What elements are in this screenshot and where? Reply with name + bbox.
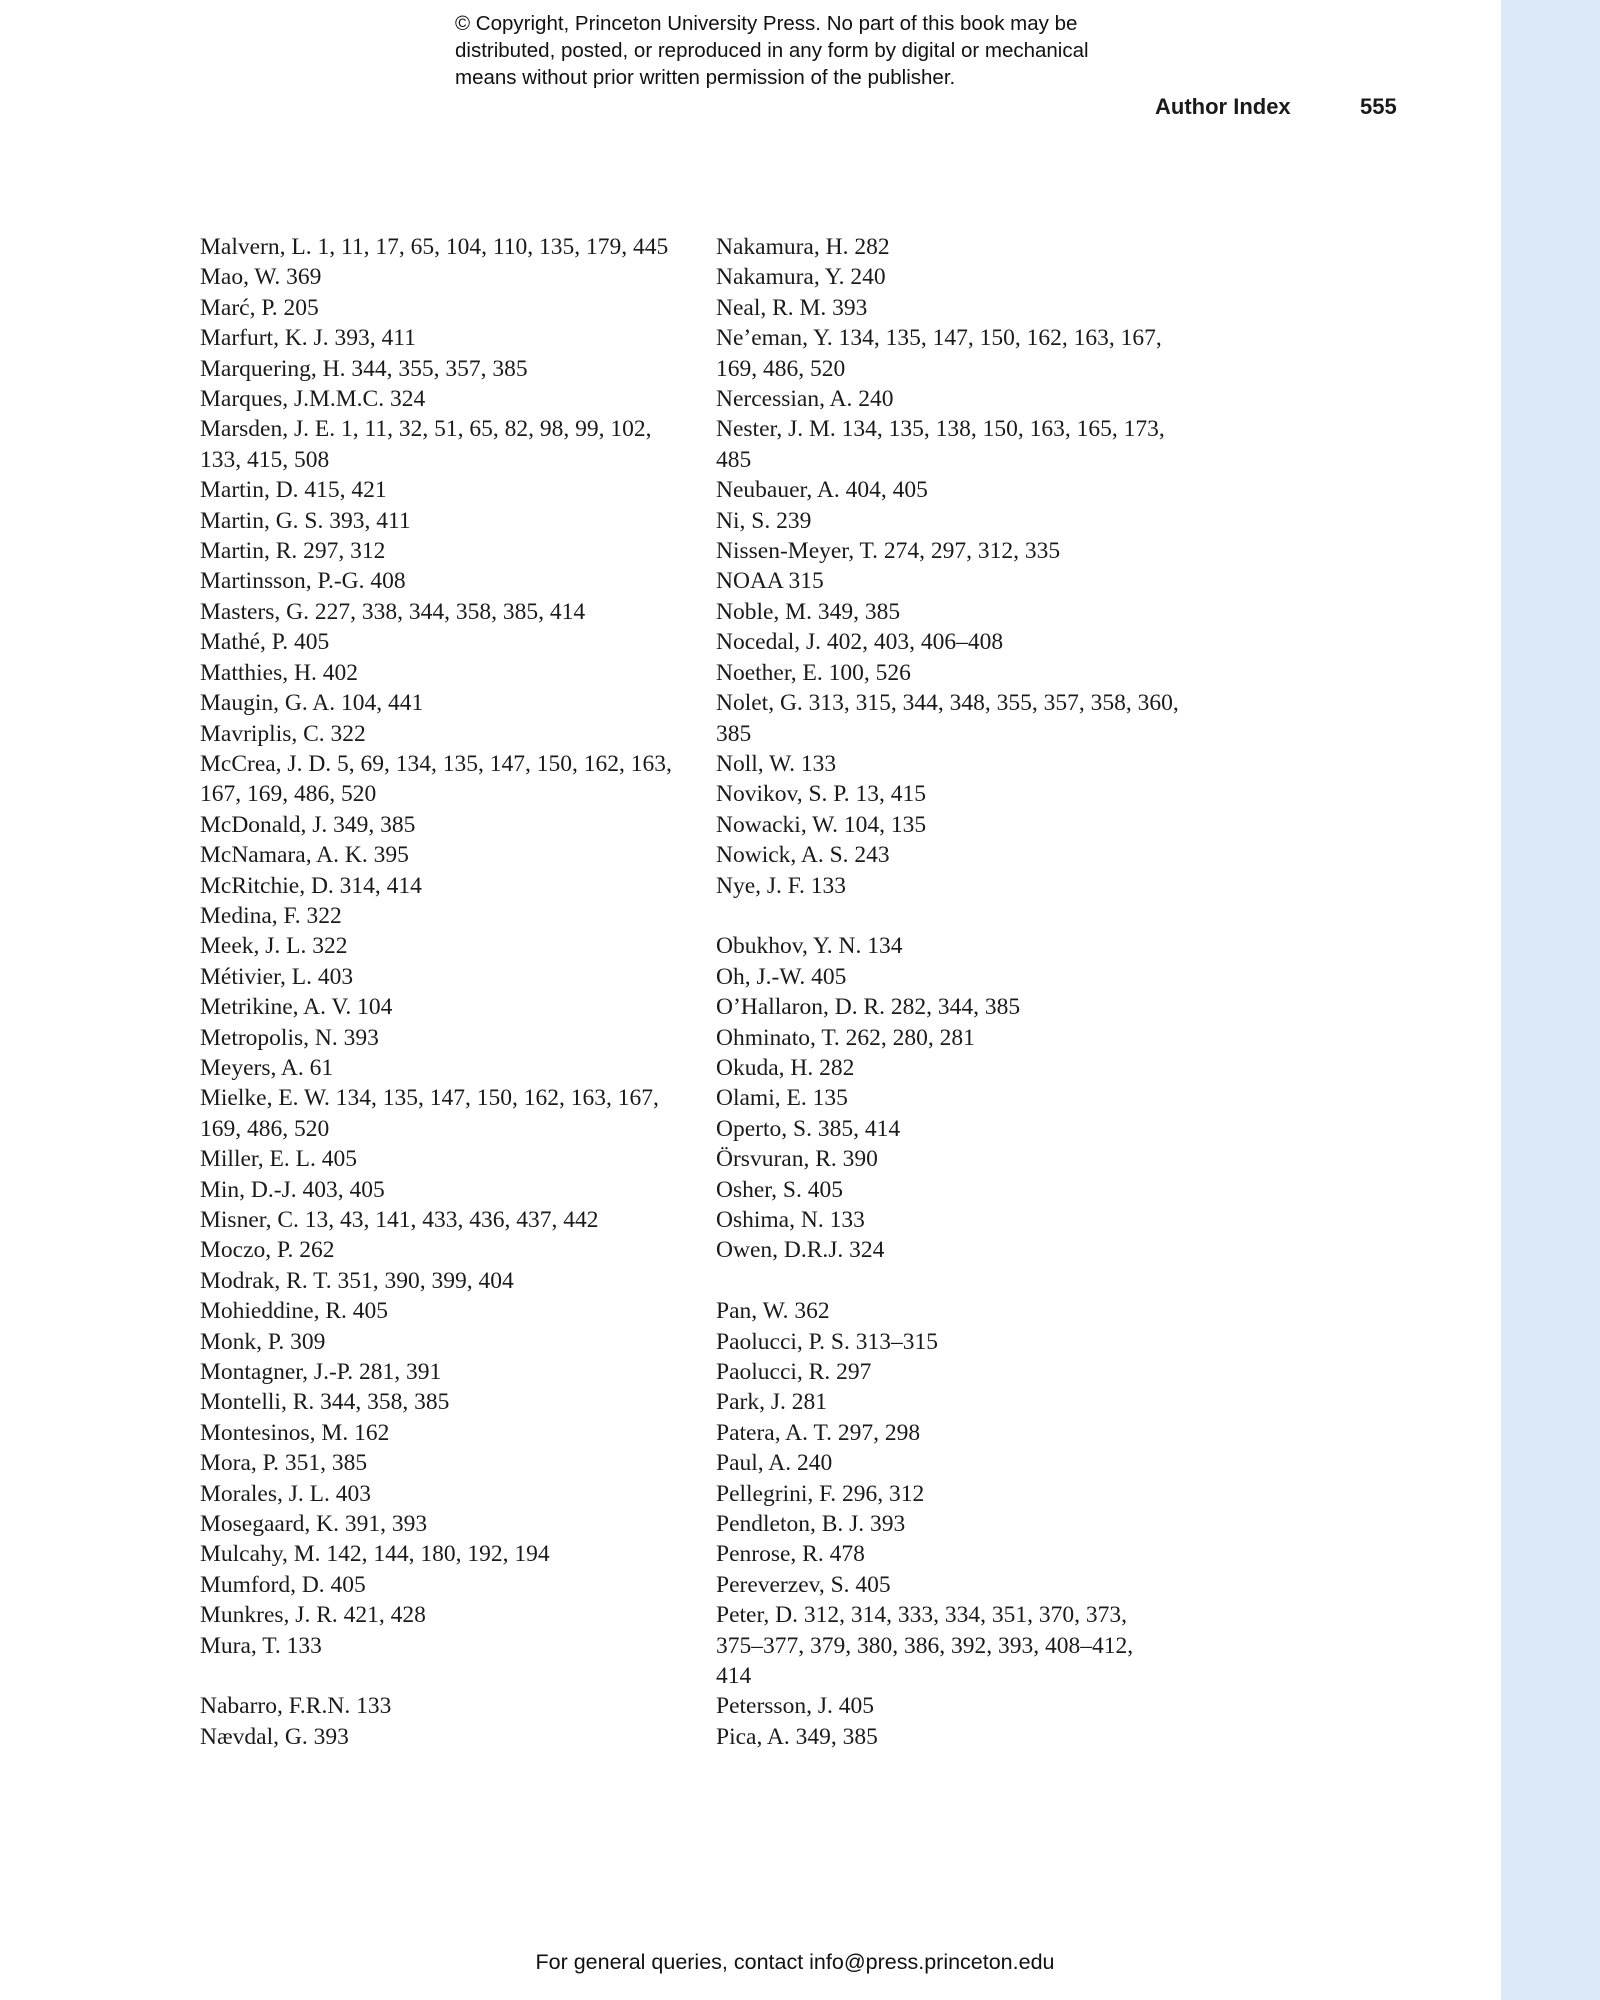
index-entry bbox=[200, 1479, 690, 1509]
index-entry-line: McRitchie, D. 314, 414 bbox=[200, 872, 422, 899]
index-entry-line: Montesinos, M. 162 bbox=[200, 1419, 390, 1446]
running-head-title: Author Index bbox=[1155, 94, 1291, 119]
index-entry-line: Peter, D. 312, 314, 333, 334, 351, 370, 373, bbox=[716, 1602, 1127, 1629]
index-entry-line: Obukhov, Y. N. 134 bbox=[716, 933, 903, 960]
index-entry-line: Nissen-Meyer, T. 274, 297, 312, 335 bbox=[716, 538, 1061, 565]
index-entry bbox=[716, 293, 1216, 323]
index-entry bbox=[200, 1387, 690, 1417]
index-entry-line: Nakamura, Y. 240 bbox=[716, 264, 886, 291]
index-entry-line: Nolet, G. 313, 315, 344, 348, 355, 357, 358, 360, bbox=[716, 690, 1179, 717]
index-entry-line: Malvern, L. 1, 11, 17, 65, 104, 110, 135, 179, 445 bbox=[200, 234, 669, 260]
index-entry-line: McCrea, J. D. 5, 69, 134, 135, 147, 150, 162, 163, bbox=[200, 750, 672, 777]
index-entry-line: Nowacki, W. 104, 135 bbox=[716, 811, 927, 838]
index-entry bbox=[200, 354, 690, 384]
index-entry bbox=[716, 1722, 1216, 1752]
index-entry bbox=[716, 475, 1216, 505]
index-entry bbox=[716, 749, 1216, 779]
index-entry bbox=[200, 1083, 690, 1144]
index-entry bbox=[200, 232, 690, 262]
index-entry bbox=[200, 810, 690, 840]
index-entry bbox=[716, 1570, 1216, 1600]
index-entry-line: Olami, E. 135 bbox=[716, 1085, 848, 1112]
index-entry-continuation: 485 bbox=[716, 446, 752, 473]
index-entry-line: Morales, J. L. 403 bbox=[200, 1480, 372, 1507]
index-entry bbox=[200, 1023, 690, 1053]
index-entry-line: Martin, R. 297, 312 bbox=[200, 538, 386, 565]
index-entry-line: Paolucci, P. S. 313–315 bbox=[716, 1328, 938, 1355]
index-entry bbox=[200, 962, 690, 992]
index-entry bbox=[200, 840, 690, 870]
index-entry bbox=[716, 779, 1216, 809]
index-entry-line: NOAA 315 bbox=[716, 568, 824, 595]
index-entry bbox=[200, 658, 690, 688]
index-entry-line: McNamara, A. K. 395 bbox=[200, 842, 409, 869]
index-entry bbox=[200, 506, 690, 536]
index-entry bbox=[716, 1053, 1216, 1083]
index-entry-line: O’Hallaron, D. R. 282, 344, 385 bbox=[716, 994, 1021, 1021]
index-entry bbox=[716, 1175, 1216, 1205]
index-entry bbox=[200, 414, 690, 475]
index-entry-line: Patera, A. T. 297, 298 bbox=[716, 1419, 921, 1446]
copyright-line: © Copyright, Princeton University Press. No part of this book may be bbox=[455, 12, 1078, 35]
index-entry bbox=[716, 627, 1216, 657]
index-entry bbox=[716, 1509, 1216, 1539]
index-entry bbox=[200, 1053, 690, 1083]
index-entry bbox=[200, 566, 690, 596]
index-entry-line: Noll, W. 133 bbox=[716, 750, 837, 777]
index-entry-line: Metrikine, A. V. 104 bbox=[200, 994, 393, 1021]
index-entry-line: Nowick, A. S. 243 bbox=[716, 842, 890, 869]
index-entry bbox=[716, 1023, 1216, 1053]
index-entry bbox=[200, 536, 690, 566]
index-entry-line: Marsden, J. E. 1, 11, 32, 51, 65, 82, 98, 99, 102, bbox=[200, 416, 652, 443]
index-entry-line: Martinsson, P.-G. 408 bbox=[200, 568, 406, 595]
index-entry-line: Meek, J. L. 322 bbox=[200, 933, 348, 960]
copyright-notice bbox=[455, 10, 1215, 91]
index-entry-line: Okuda, H. 282 bbox=[716, 1054, 855, 1081]
index-entry bbox=[716, 1448, 1216, 1478]
index-entry bbox=[200, 719, 690, 749]
index-entry-line: Modrak, R. T. 351, 390, 399, 404 bbox=[200, 1267, 514, 1294]
index-entry bbox=[200, 1266, 690, 1296]
index-entry bbox=[716, 536, 1216, 566]
index-entry bbox=[716, 871, 1216, 901]
index-entry-line: Penrose, R. 478 bbox=[716, 1541, 865, 1568]
index-entry bbox=[716, 323, 1216, 384]
index-entry-line: Petersson, J. 405 bbox=[716, 1693, 874, 1720]
index-entry bbox=[200, 1418, 690, 1448]
index-entry-line: Mulcahy, M. 142, 144, 180, 192, 194 bbox=[200, 1541, 550, 1568]
page-number: 555 bbox=[1360, 94, 1397, 119]
index-entry bbox=[200, 1205, 690, 1235]
side-margin-band bbox=[1501, 0, 1600, 2000]
index-entry-line: Osher, S. 405 bbox=[716, 1176, 844, 1203]
index-entry bbox=[716, 1327, 1216, 1357]
index-entry-line: Mielke, E. W. 134, 135, 147, 150, 162, 163, 167, bbox=[200, 1085, 659, 1112]
index-entry bbox=[200, 1631, 690, 1661]
index-entry-line: Nercessian, A. 240 bbox=[716, 386, 894, 413]
index-entry-line: Metropolis, N. 393 bbox=[200, 1024, 379, 1051]
index-entry bbox=[716, 1600, 1216, 1691]
index-entry-line: Nakamura, H. 282 bbox=[716, 234, 890, 260]
index-entry-line: Misner, C. 13, 43, 141, 433, 436, 437, 442 bbox=[200, 1207, 599, 1233]
index-entry-line: Montelli, R. 344, 358, 385 bbox=[200, 1389, 450, 1416]
index-column-left bbox=[200, 232, 690, 1752]
index-entry bbox=[716, 1144, 1216, 1174]
index-entry bbox=[200, 627, 690, 657]
index-entry-line: Neal, R. M. 393 bbox=[716, 294, 868, 321]
index-entry bbox=[200, 1509, 690, 1539]
index-entry-line: Matthies, H. 402 bbox=[200, 659, 358, 686]
index-entry-continuation: 167, 169, 486, 520 bbox=[200, 781, 377, 808]
index-entry-line: Owen, D.R.J. 324 bbox=[716, 1237, 885, 1264]
index-entry-line: Moczo, P. 262 bbox=[200, 1237, 335, 1264]
index-entry-line: Martin, G. S. 393, 411 bbox=[200, 507, 411, 534]
index-entry-line: Masters, G. 227, 338, 344, 358, 385, 414 bbox=[200, 598, 586, 625]
index-entry-line: Métivier, L. 403 bbox=[200, 963, 354, 990]
index-entry bbox=[200, 749, 690, 810]
index-entry bbox=[200, 1235, 690, 1265]
index-entry-line: Mavriplis, C. 322 bbox=[200, 720, 366, 747]
letter-group-gap bbox=[716, 1266, 1216, 1296]
index-entry-continuation: 375–377, 379, 380, 386, 392, 393, 408–412, bbox=[716, 1632, 1134, 1659]
index-entry bbox=[200, 1357, 690, 1387]
index-entry bbox=[200, 871, 690, 901]
index-entry-line: Oh, J.-W. 405 bbox=[716, 963, 847, 990]
index-entry-line: Mosegaard, K. 391, 393 bbox=[200, 1511, 428, 1538]
index-entry-line: Oshima, N. 133 bbox=[716, 1206, 865, 1233]
index-entry bbox=[716, 597, 1216, 627]
index-entry bbox=[200, 1327, 690, 1357]
index-entry bbox=[200, 323, 690, 353]
index-entry-line: Mathé, P. 405 bbox=[200, 629, 330, 656]
index-entry bbox=[716, 232, 1216, 262]
index-entry bbox=[716, 1539, 1216, 1569]
index-entry-line: Monk, P. 309 bbox=[200, 1328, 326, 1355]
index-entry-line: Mohieddine, R. 405 bbox=[200, 1298, 388, 1325]
index-entry-line: Ne’eman, Y. 134, 135, 147, 150, 162, 163, 167, bbox=[716, 325, 1162, 352]
index-entry bbox=[716, 1083, 1216, 1113]
index-entry bbox=[716, 1357, 1216, 1387]
index-entry bbox=[200, 931, 690, 961]
index-entry-line: Neubauer, A. 404, 405 bbox=[716, 477, 928, 504]
index-entry-line: Montagner, J.-P. 281, 391 bbox=[200, 1359, 442, 1386]
footer-contact bbox=[0, 1950, 1600, 1975]
index-entry-line: Park, J. 281 bbox=[716, 1389, 827, 1416]
index-entry bbox=[200, 384, 690, 414]
index-entry bbox=[716, 1479, 1216, 1509]
index-entry-line: Miller, E. L. 405 bbox=[200, 1146, 358, 1173]
index-entry-line: Munkres, J. R. 421, 428 bbox=[200, 1602, 426, 1629]
index-entry bbox=[200, 1144, 690, 1174]
index-entry-line: Nye, J. F. 133 bbox=[716, 872, 846, 899]
index-entry-line: Nævdal, G. 393 bbox=[200, 1723, 349, 1750]
index-entry-line: Nocedal, J. 402, 403, 406–408 bbox=[716, 629, 1004, 656]
letter-group-gap bbox=[716, 901, 1216, 931]
index-entry bbox=[200, 1448, 690, 1478]
letter-group-gap bbox=[200, 1661, 690, 1691]
index-entry bbox=[200, 1539, 690, 1569]
index-entry-line: Marfurt, K. J. 393, 411 bbox=[200, 325, 416, 352]
footer-text: For general queries, contact info@press.princeton.edu bbox=[535, 1950, 1055, 1974]
index-entry-line: Paul, A. 240 bbox=[716, 1450, 833, 1477]
index-entry-line: Min, D.-J. 403, 405 bbox=[200, 1176, 385, 1203]
index-entry bbox=[716, 840, 1216, 870]
index-entry bbox=[716, 1114, 1216, 1144]
index-entry-continuation: 169, 486, 520 bbox=[200, 1115, 330, 1142]
index-entry-line: Ni, S. 239 bbox=[716, 507, 812, 534]
index-entry bbox=[716, 992, 1216, 1022]
index-entry bbox=[716, 1691, 1216, 1721]
index-entry bbox=[716, 658, 1216, 688]
index-entry-line: Novikov, S. P. 13, 415 bbox=[716, 781, 927, 808]
index-entry-line: Nabarro, F.R.N. 133 bbox=[200, 1693, 392, 1720]
index-entry bbox=[716, 262, 1216, 292]
index-entry-line: Mumford, D. 405 bbox=[200, 1571, 366, 1598]
index-entry-line: Maugin, G. A. 104, 441 bbox=[200, 690, 424, 717]
index-entry-line: Pellegrini, F. 296, 312 bbox=[716, 1480, 925, 1507]
index-entry bbox=[716, 1296, 1216, 1326]
index-entry-continuation: 385 bbox=[716, 720, 752, 747]
index-entry-line: Mao, W. 369 bbox=[200, 264, 322, 291]
copyright-line: means without prior written permission of the publisher. bbox=[455, 66, 956, 89]
index-entry bbox=[200, 1175, 690, 1205]
index-entry bbox=[200, 475, 690, 505]
index-entry-continuation: 133, 415, 508 bbox=[200, 446, 330, 473]
index-entry-line: Medina, F. 322 bbox=[200, 902, 342, 929]
index-entry-line: Mora, P. 351, 385 bbox=[200, 1450, 368, 1477]
index-entry-line: Meyers, A. 61 bbox=[200, 1054, 334, 1081]
index-entry bbox=[200, 901, 690, 931]
index-entry-line: Paolucci, R. 297 bbox=[716, 1359, 872, 1385]
index-entry-line: Operto, S. 385, 414 bbox=[716, 1115, 901, 1142]
index-entry bbox=[716, 962, 1216, 992]
index-entry-line: Ohminato, T. 262, 280, 281 bbox=[716, 1024, 975, 1051]
index-entry bbox=[200, 1722, 690, 1752]
index-entry-continuation: 169, 486, 520 bbox=[716, 355, 846, 382]
copyright-line: distributed, posted, or reproduced in any form by digital or mechanical bbox=[455, 39, 1089, 62]
index-entry bbox=[716, 414, 1216, 475]
index-column-right bbox=[716, 232, 1216, 1752]
index-entry-line: Noether, E. 100, 526 bbox=[716, 659, 911, 686]
index-entry bbox=[200, 262, 690, 292]
index-entry-line: Pica, A. 349, 385 bbox=[716, 1723, 878, 1750]
index-entry bbox=[716, 1205, 1216, 1235]
index-entry bbox=[200, 688, 690, 718]
index-entry-line: Pan, W. 362 bbox=[716, 1298, 830, 1325]
index-entry-line: McDonald, J. 349, 385 bbox=[200, 811, 416, 838]
index-entry bbox=[716, 931, 1216, 961]
index-entry-line: Martin, D. 415, 421 bbox=[200, 477, 387, 504]
index-entry-line: Pendleton, B. J. 393 bbox=[716, 1511, 906, 1538]
index-entry-line: Noble, M. 349, 385 bbox=[716, 598, 901, 625]
index-entry bbox=[200, 1600, 690, 1630]
index-entry bbox=[716, 1235, 1216, 1265]
index-entry bbox=[716, 810, 1216, 840]
index-entry-line: Nester, J. M. 134, 135, 138, 150, 163, 165, 173, bbox=[716, 416, 1165, 443]
index-entry bbox=[200, 1570, 690, 1600]
index-entry bbox=[716, 566, 1216, 596]
index-entry bbox=[200, 1691, 690, 1721]
index-entry bbox=[716, 384, 1216, 414]
index-entry bbox=[716, 688, 1216, 749]
index-entry bbox=[200, 1296, 690, 1326]
index-entry bbox=[716, 1387, 1216, 1417]
index-entry bbox=[716, 1418, 1216, 1448]
index-entry bbox=[200, 992, 690, 1022]
index-entry-line: Pereverzev, S. 405 bbox=[716, 1571, 891, 1598]
index-entry-line: Marć, P. 205 bbox=[200, 294, 319, 321]
index-entry bbox=[200, 597, 690, 627]
index-entry-line: Mura, T. 133 bbox=[200, 1632, 322, 1659]
index-entry-line: Marques, J.M.M.C. 324 bbox=[200, 386, 426, 413]
index-entry bbox=[200, 293, 690, 323]
index-entry bbox=[716, 506, 1216, 536]
index-entry-line: Marquering, H. 344, 355, 357, 385 bbox=[200, 355, 528, 382]
index-entry-continuation: 414 bbox=[716, 1663, 752, 1690]
index-entry-line: Örsvuran, R. 390 bbox=[716, 1146, 878, 1173]
